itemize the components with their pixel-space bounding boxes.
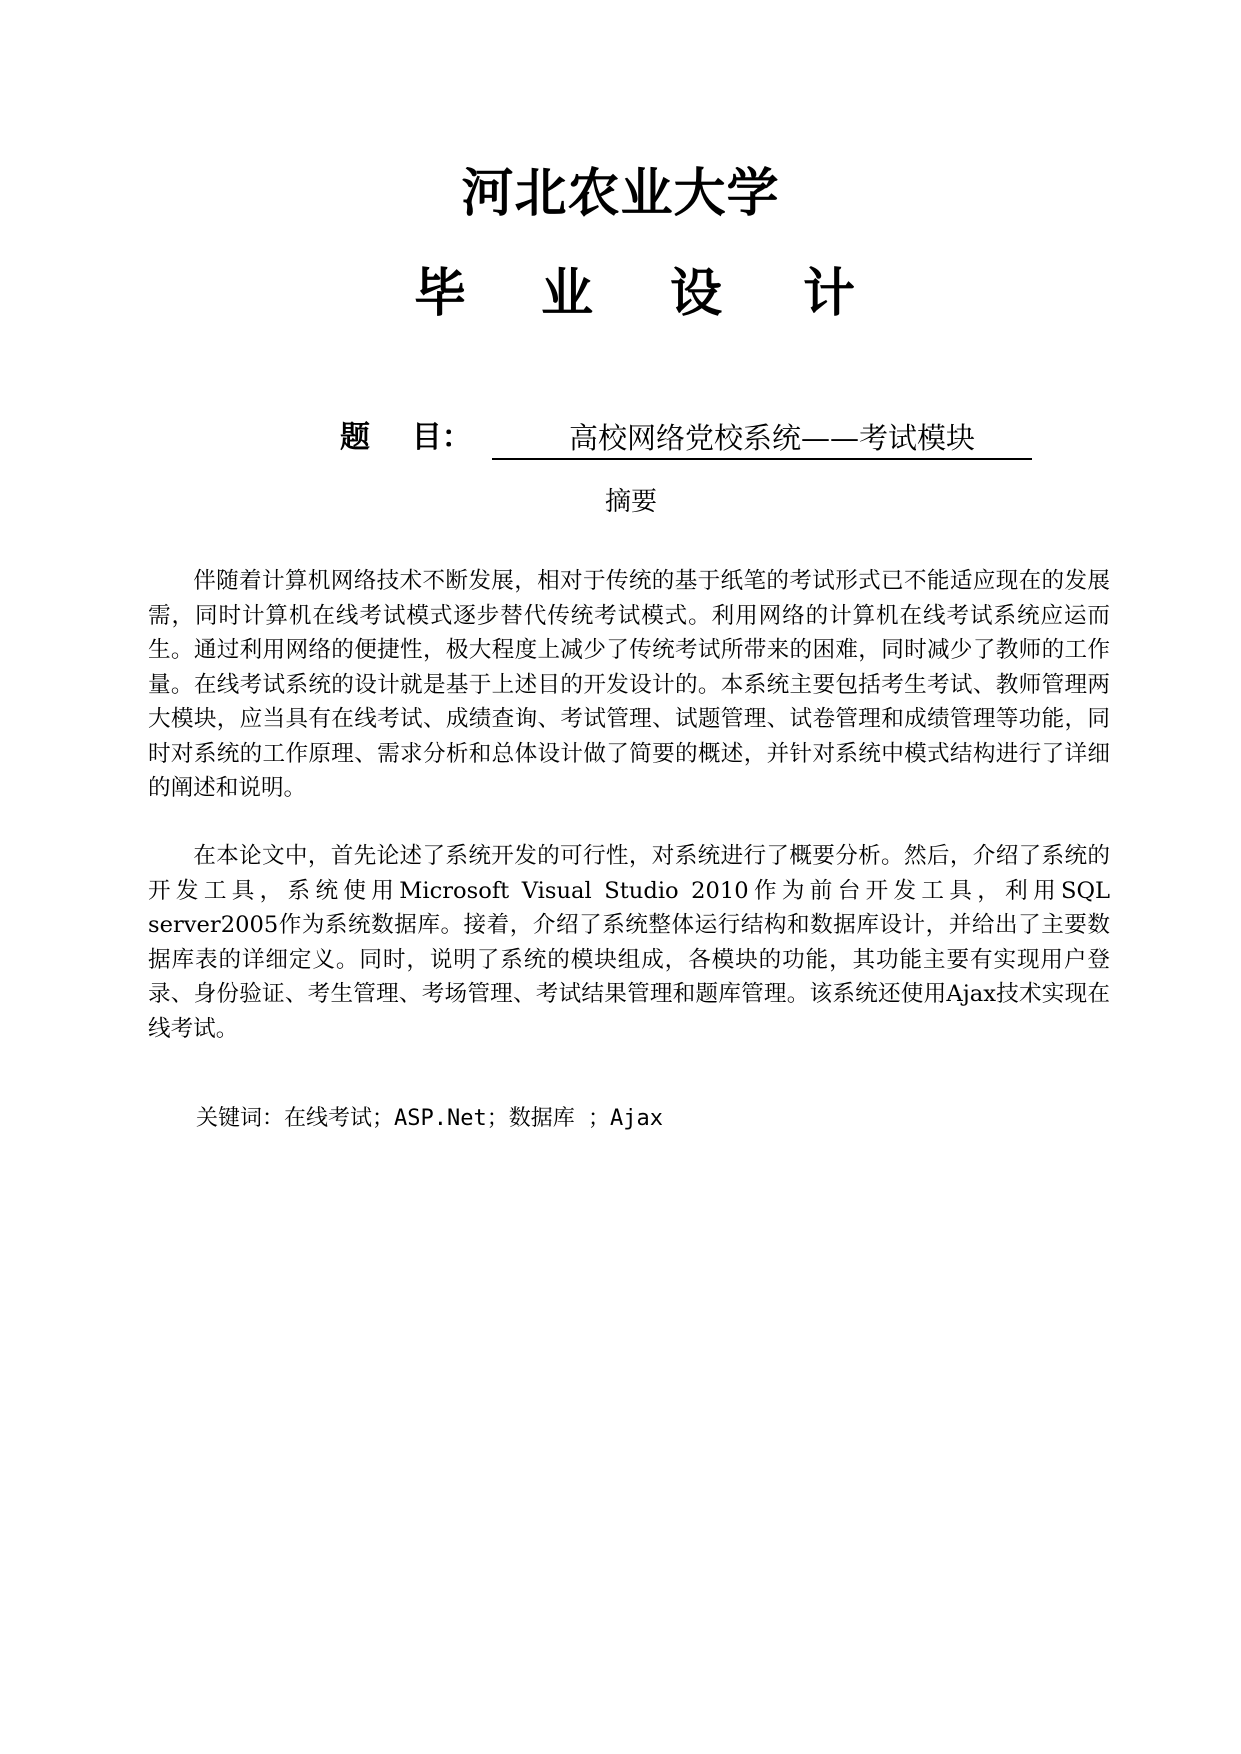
topic-row [0,414,1241,462]
design-title-char-1: 毕 [413,264,466,324]
design-title-char-2: 业 [540,264,593,324]
topic-label: 题 目： [340,420,472,455]
university-name: 河北农业大学 [461,164,780,224]
abstract-paragraph-1: 伴随着计算机网络技术不断发展，相对于传统的基于纸笔的考试形式已不能适应现在的发展需，同时计算机在线考试模式逐步替代传统考试模式。利用网络的计算机在线考试系统应运而生。通过利用网络的便捷性，极大程度上减少了传统考试所带来的困难，同时减少了教师的工作量。在线考试系统的设计就是基于上述目的开发设计的。本系统主要包括考生考试、教师管理两大模块，应当具有在线考试、成绩查询、考试管理、试题管理、试卷管理和成绩管理等功能，同时对系统的工作原理、需求分析和总体设计做了简要的概述，并针对系统中模式结构进行了详细的阐述和说明。 [148,568,1110,801]
design-title-char-4: 计 [802,264,855,324]
graduation-design-title [0,258,1241,330]
design-title-char-3: 设 [669,264,722,324]
topic-value: 高校网络党校系统——考试模块 [492,414,1032,460]
abstract-paragraph-2: 在本论文中，首先论述了系统开发的可行性，对系统进行了概要分析。然后，介绍了系统的开发工具，系统使用Microsoft Visual Studio 2010作为前台开发工具，利用SQL server2005作为系统数据库。接着，介绍了系统整体运行结构和数据库设计，并给出了主要数据库表的详细定义。同时，说明了系统的模块组成，各模块的功能，其功能主要有实现用户登录、身份验证、考生管理、考场管理、考试结果管理和题库管理。该系统还使用Ajax技术实现在线考试。 [148,843,1110,1042]
abstract-heading: 摘要 [604,487,657,517]
keywords-line: 关键词：在线考试；ASP.Net；数据库 ；Ajax [196,1106,663,1131]
